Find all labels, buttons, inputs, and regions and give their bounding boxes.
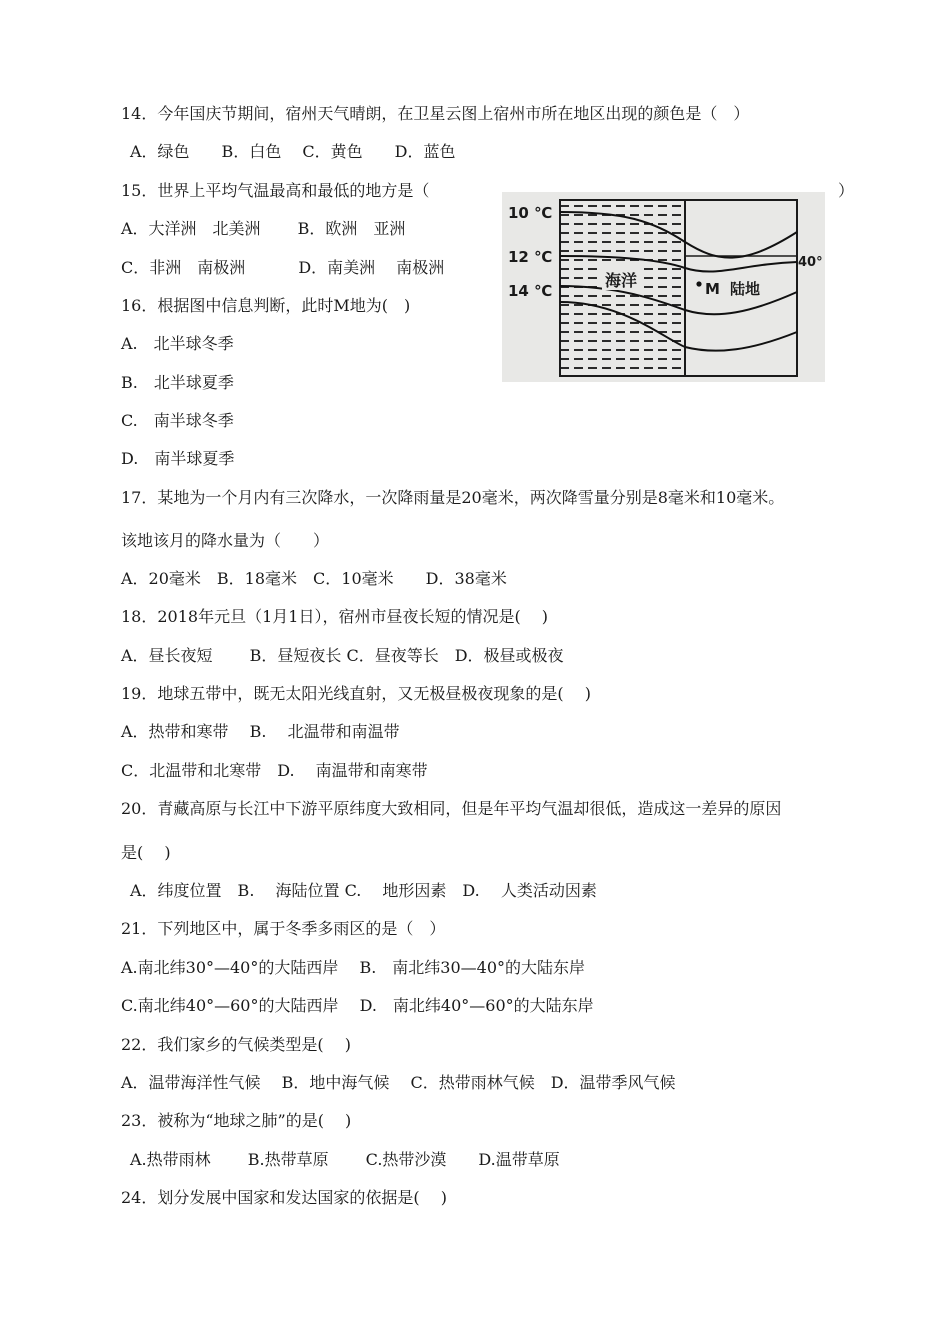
q18-options: A．昼长夜短 B．昼短夜长 C．昼夜等长 D．极昼或极夜 [121, 646, 564, 665]
q19-stem: 19．地球五带中，既无太阳光线直射，又无极昼极夜现象的是( ) [121, 684, 591, 703]
q23-options: A.热带雨林 B.热带草原 C.热带沙漠 D.温带草原 [130, 1150, 560, 1169]
q15-stem: 15．世界上平均气温最高和最低的地方是（ [121, 181, 430, 200]
point-m-marker [696, 281, 701, 286]
q16-option-d: D. 南半球夏季 [121, 449, 235, 468]
q16-option-a: A. 北半球冬季 [121, 334, 234, 353]
q17-stem-1: 17．某地为一个月内有三次降水，一次降雨量是20毫米，两次降雪量分别是8毫米和10毫米。 [121, 488, 785, 507]
q22-options: A．温带海洋性气候 B．地中海气候 C．热带雨林气候 D．温带季风气候 [121, 1073, 676, 1092]
q14-stem: 14．今年国庆节期间，宿州天气晴朗，在卫星云图上宿州市所在地区出现的颜色是（ ） [121, 104, 750, 123]
q18-stem: 18．2018年元旦（1月1日），宿州市昼夜长短的情况是( ) [121, 607, 549, 626]
q17-stem-2: 该地该月的降水量为（ ） [121, 531, 330, 550]
q21-stem: 21．下列地区中，属于冬季多雨区的是（ ） [121, 919, 446, 938]
q14-options: A．绿色 B．白色 C．黄色 D．蓝色 [130, 142, 456, 161]
q21-option-cd: C.南北纬40°—60°的大陆西岸 D. 南北纬40°—60°的大陆东岸 [121, 996, 594, 1015]
point-m-label: M [705, 280, 720, 298]
q15-stem-close: ） [838, 181, 855, 200]
q20-stem-2: 是( ) [121, 843, 171, 862]
q24-stem: 24．划分发展中国家和发达国家的依据是( ) [121, 1188, 447, 1207]
isotherm-10-label: 10 ℃ [508, 204, 553, 222]
q16-stem: 16．根据图中信息判断，此时M地为( ) [121, 296, 411, 315]
isotherm-figure [502, 192, 825, 382]
land-label: 陆地 [730, 280, 761, 298]
q20-stem-1: 20．青藏高原与长江中下游平原纬度大致相同，但是年平均气温却很低，造成这一差异的原因 [121, 799, 782, 818]
q17-options: A．20毫米 B．18毫米 C．10毫米 D．38毫米 [121, 569, 507, 588]
q19-option-ab: A．热带和寒带 B. 北温带和南温带 [121, 722, 400, 741]
q16-option-b: B. 北半球夏季 [121, 373, 234, 392]
q22-stem: 22．我们家乡的气候类型是( ) [121, 1035, 351, 1054]
q23-stem: 23．被称为“地球之肺”的是( ) [121, 1111, 352, 1130]
q15-option-cd: C．非洲 南极洲 D．南美洲 南极洲 [121, 258, 445, 277]
q16-option-c: C. 南半球冬季 [121, 411, 234, 430]
isotherm-12-label: 12 ℃ [508, 248, 553, 266]
isotherm-14-label: 14 ℃ [508, 282, 553, 300]
isotherm-diagram [502, 192, 825, 382]
q19-option-cd: C．北温带和北寒带 D. 南温带和南寒带 [121, 761, 428, 780]
q15-option-ab: A．大洋洲 北美洲 B．欧洲 亚洲 [121, 219, 406, 238]
latitude-label: 40° [798, 255, 823, 270]
ocean-label: 海洋 [605, 271, 638, 290]
q21-option-ab: A.南北纬30°—40°的大陆西岸 B. 南北纬30—40°的大陆东岸 [121, 958, 586, 977]
q20-options: A．纬度位置 B. 海陆位置 C. 地形因素 D. 人类活动因素 [130, 881, 597, 900]
